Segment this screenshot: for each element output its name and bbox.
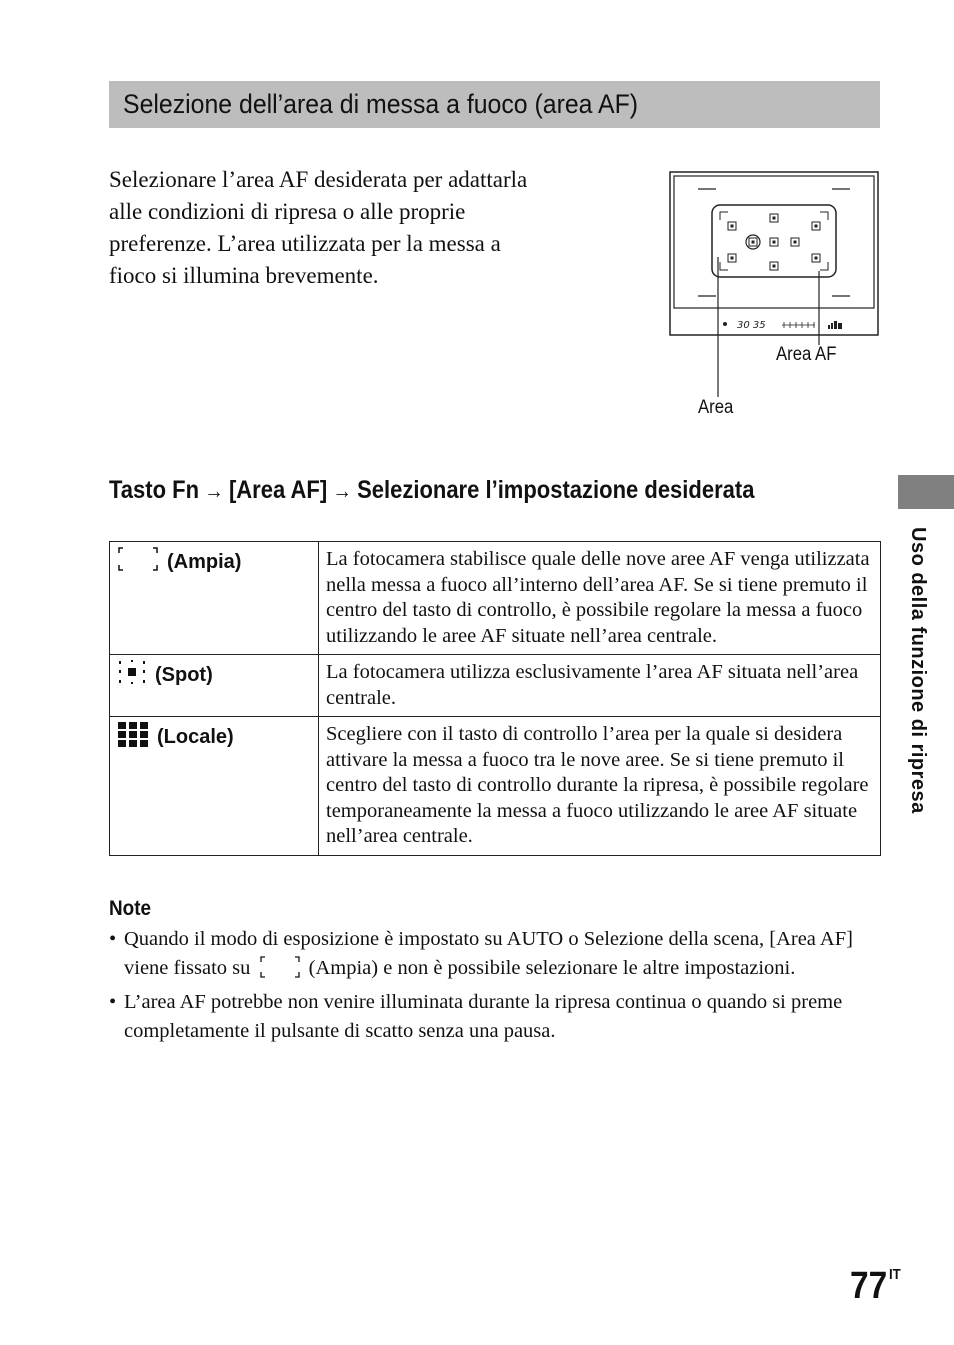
note-text: L’area AF potrebbe non venire illuminata durante la ripresa continua o quando si preme completamente il pulsante di scatto senza una pausa. bbox=[124, 991, 843, 1042]
procedure-step-select: Selezionare l’impostazione desiderata bbox=[357, 476, 755, 504]
area-af-options-table bbox=[109, 541, 881, 856]
viewfinder-illustration bbox=[660, 165, 890, 435]
display-readout: 30 35 bbox=[737, 320, 766, 331]
option-label: (Ampia) bbox=[167, 550, 242, 573]
arrow-right-icon: → bbox=[332, 478, 352, 503]
page-number bbox=[850, 1265, 901, 1308]
table-row bbox=[110, 717, 881, 856]
label-area: Area bbox=[698, 397, 734, 418]
arrow-right-icon: → bbox=[204, 478, 224, 503]
option-ampia bbox=[117, 546, 241, 578]
note-text: (Ampia) e non è possibile selezionare le altre impostazioni. bbox=[308, 957, 796, 979]
spot-area-icon bbox=[117, 659, 147, 691]
note-text: Quando il modo di esposizione è impostato su AUTO o Selezione della scena, [Area AF] viene fissato su bbox=[124, 928, 853, 979]
notes-list bbox=[109, 925, 884, 1046]
procedure-step-area-af: [Area AF] bbox=[228, 476, 328, 504]
label-area-af: Area AF bbox=[776, 344, 837, 365]
wide-area-icon bbox=[117, 546, 159, 578]
section-title-bar bbox=[109, 81, 880, 128]
page-number-value: 77 bbox=[850, 1265, 888, 1307]
option-description: La fotocamera stabilisce quale delle nove aree AF venga utilizzata nella messa a fuoco all’interno dell’area AF. Se si tiene premuto il centro del tasto di controllo, è possibile regolare la messa a fuoco utilizzando le aree AF situate nell’area centrale. bbox=[319, 542, 881, 655]
procedure-step-fn: Tasto Fn bbox=[109, 476, 200, 504]
table-row bbox=[110, 542, 881, 655]
language-code: IT bbox=[888, 1266, 901, 1283]
chapter-tab-label: Uso della funzione di ripresa bbox=[907, 527, 929, 814]
intro-paragraph: Selezionare l’area AF desiderata per adattarla alle condizioni di ripresa o alle proprie preferenze. L’area utilizzata per la messa a fioco si illumina brevemente. bbox=[109, 167, 528, 288]
wide-area-icon bbox=[259, 955, 301, 988]
option-label: (Locale) bbox=[157, 725, 234, 748]
viewfinder-diagram bbox=[660, 165, 890, 435]
list-item bbox=[109, 988, 884, 1046]
notes-title: Note bbox=[109, 897, 152, 920]
option-label: (Spot) bbox=[155, 663, 213, 686]
option-description: La fotocamera utilizza esclusivamente l’area AF situata nell’area centrale. bbox=[319, 655, 881, 717]
procedure-heading bbox=[109, 476, 754, 505]
chapter-tab-marker bbox=[898, 475, 954, 509]
option-cell bbox=[110, 542, 319, 655]
option-spot bbox=[117, 659, 213, 691]
option-cell bbox=[110, 655, 319, 717]
option-locale bbox=[117, 721, 234, 753]
section-title: Selezione dell’area di messa a fuoco (area AF) bbox=[123, 89, 639, 119]
list-item bbox=[109, 925, 884, 988]
table-row bbox=[110, 655, 881, 717]
option-description: Scegliere con il tasto di controllo l’area per la quale si desidera attivare la messa a fuoco tra le nove aree. Se si tiene premuto il centro del tasto di controllo durante la ripresa, è possibile regolare temporaneamente la messa a fuoco utilizzando le aree AF situate nell’area centrale. bbox=[319, 717, 881, 856]
option-cell bbox=[110, 717, 319, 856]
local-area-icon bbox=[117, 721, 149, 753]
